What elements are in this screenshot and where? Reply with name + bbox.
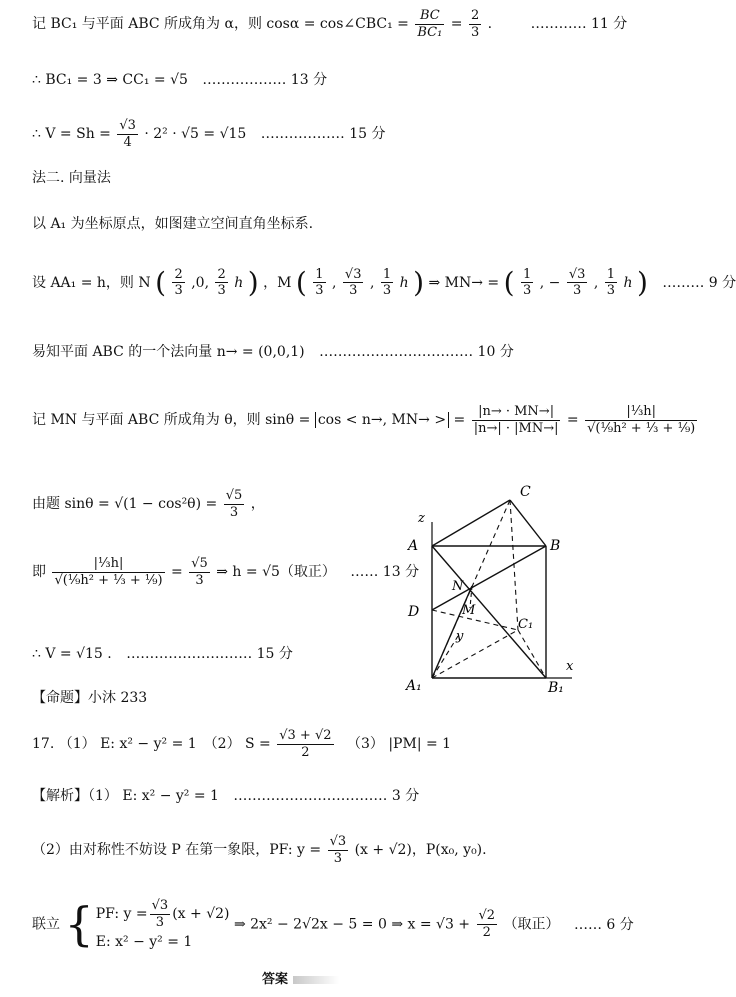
line-1: 记 BC₁ 与平面 ABC 所成角为 α，则 cosα = cos∠CBC₁ = $\frac{BC}{\text{BC₁}}$ = $\frac{2}{3}$ . ………… 11 分 — [32, 8, 628, 40]
line-3: ∴ V = Sh = $\frac{√3}{4}$ · 2² · √5 = √15 ……………… 15 分 — [32, 118, 386, 150]
label-C1: C₁ — [518, 617, 534, 632]
line-9: 由题 sinθ = √(1 − cos²θ) = $\frac{√5}{3}$ ， — [32, 488, 265, 520]
label-C: C — [520, 484, 531, 500]
line-6: 设 AA₁ = h，则 N ( $\frac{2}{3}$ ,0, $\frac{2}{3}$ h ) ，M ( $\frac{1}{3}$ , $\frac{√3}{3}$ , $\frac{1}{3}$ h ) ⇒ MN→ = ( $\frac{1}{3}$ , − $\frac{√3}{3}$ , $\frac{1}{3}$ h ) ……… 9 分 — [32, 266, 736, 299]
label-B: B — [550, 538, 561, 554]
line-13: 17. （1） E: x² − y² = 1 （2） S = $\frac{√3 + √2}{2}$ （3） |PM| = 1 — [32, 728, 452, 760]
line-5: 以 A₁ 为坐标原点，如图建立空间直角坐标系. — [32, 216, 314, 232]
author-line: 【命题】小沐 233 — [32, 690, 148, 706]
edge-c1-b1 — [518, 630, 546, 678]
l3-score: ……………… 15 分 — [260, 126, 386, 143]
label-y: y — [456, 629, 464, 644]
l6-score: ……… 9 分 — [662, 274, 736, 291]
label-A1: A₁ — [406, 678, 422, 694]
l3-frac: $\frac{√3}{4}$ — [119, 118, 136, 150]
y-axis — [432, 636, 458, 678]
l1-frac-2: $\frac{2}{3}$ — [470, 8, 480, 40]
edge-c-b — [510, 500, 546, 546]
line-4 — [32, 170, 111, 187]
l10-score: …… 13 分 — [350, 564, 420, 581]
l7-score: …………………………… 10 分 — [319, 344, 514, 360]
label-A: A — [408, 538, 419, 554]
label-D: D — [408, 604, 420, 620]
l14-score: …………………………… 3 分 — [233, 788, 420, 804]
label-N: N — [452, 579, 464, 594]
line-11: ∴ V = √15 . ……………………… 15 分 — [32, 646, 293, 662]
line-2 — [32, 72, 327, 89]
l11-score: ……………………… 15 分 — [126, 646, 293, 662]
label-x: x — [566, 659, 574, 674]
l1-score: ………… 11 分 — [530, 16, 628, 33]
l16-score: …… 6 分 — [573, 916, 634, 933]
label-B1: B₁ — [548, 680, 564, 696]
line-16: 联立 { PF: y = $\frac{√3}{3}$ (x + √2) E: x² − y² = 1 ⇒ 2x² − 2√2x − 5 = 0 ⇒ x = √3 + $\frac{√2}{2}$ （取正） …… 6 分 — [32, 897, 634, 952]
label-M: M — [462, 603, 476, 618]
line-10: 即 $\frac{\text{|⅓h|}}{\text{√(⅑h² + ⅓ + ⅑)}}$ = $\frac{√5}{3}$ ⇒ h = √5（取正） …… 13 分 — [32, 556, 420, 588]
label-z: z — [418, 511, 425, 526]
edge-a1-c1 — [432, 630, 518, 678]
method-two-heading: 法二. 向量法 — [32, 170, 111, 186]
l2-score: ……………… 13 分 — [202, 72, 328, 88]
line-7: 易知平面 ABC 的一个法向量 n→ = (0,0,1) …………………………… 10 分 — [32, 344, 514, 360]
footer-label: 答案 — [262, 968, 339, 987]
line-15: （2）由对称性不妨设 P 在第一象限，PF: y = $\frac{√3}{3}$ (x + √2)，P(x₀, y₀). — [32, 834, 487, 866]
edge-a-c — [432, 500, 510, 546]
equation-system: { PF: y = $\frac{√3}{3}$ (x + √2) E: x² − y² = 1 — [64, 897, 230, 952]
l1-text: 记 BC₁ 与平面 ABC 所成角为 α，则 cosα = cos∠CBC₁ = — [32, 16, 409, 33]
line-14: 【解析】（1） E: x² − y² = 1 …………………………… 3 分 — [32, 788, 420, 804]
line-12 — [32, 690, 147, 707]
edge-a-b1 — [432, 546, 546, 678]
l1-frac-1: $\frac{BC}{\text{BC₁}}$ — [417, 8, 443, 40]
l2-text: ∴ BC₁ = 3 ⇒ CC₁ = √5 — [32, 72, 188, 88]
edge-d-b — [432, 546, 546, 610]
prism-figure — [400, 478, 590, 698]
line-8: 记 MN 与平面 ABC 所成角为 θ，则 sinθ = cos < n→, MN→ > = $\frac{|n\to \cdot MN\to|}{|n\to| \cdot |MN\to|}$ = $\frac{\text{|⅓h|}}{\text{√(⅑h² + ⅓ + ⅑)}}$ — [32, 404, 696, 436]
